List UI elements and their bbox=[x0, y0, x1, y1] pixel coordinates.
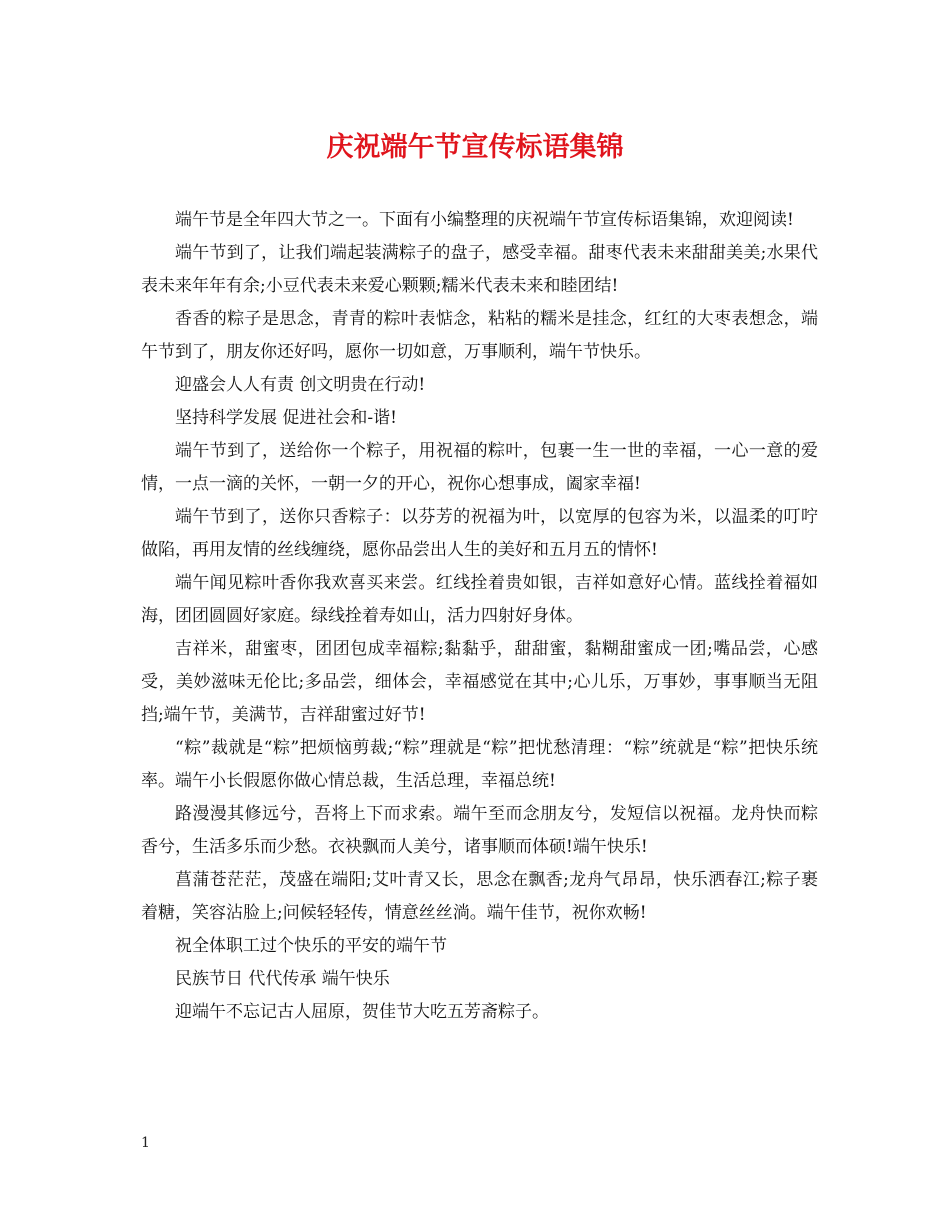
paragraph: 端午节到了，送你只香粽子：以芬芳的祝福为叶，以宽厚的包容为米，以温柔的叮咛做陷，再用友情的丝线缠绕，愿你品尝出人生的美好和五月五的情怀! bbox=[141, 507, 818, 560]
document-title: 庆祝端午节宣传标语集锦 bbox=[326, 132, 624, 163]
slogan-line: 迎盛会人人有责 创文明贵在行动! bbox=[175, 375, 426, 395]
paragraph: “粽”裁就是“粽”把烦恼剪裁;“粽”理就是“粽”把忧愁清理：“粽”统就是“粽”把快乐统率。端午小长假愿你做心情总裁，生活总理，幸福总统! bbox=[141, 738, 818, 791]
page-number: 1 bbox=[141, 1135, 150, 1151]
paragraph: 路漫漫其修远兮，吾将上下而求索。端午至而念朋友兮，发短信以祝福。龙舟快而粽香兮，生活多乐而少愁。衣袂飘而人美兮，诸事顺而体硕!端午快乐! bbox=[141, 804, 818, 857]
paragraph: 端午节到了，送给你一个粽子，用祝福的粽叶，包裹一生一世的幸福，一心一意的爱情，一点一滴的关怀，一朝一夕的开心，祝你心想事成，阖家幸福! bbox=[141, 441, 818, 494]
paragraph: 香香的粽子是思念，青青的粽叶表惦念，粘粘的糯米是挂念，红红的大枣表想念，端午节到了，朋友你还好吗，愿你一切如意，万事顺利，端午节快乐。 bbox=[141, 309, 818, 362]
slogan-line: 民族节日 代代传承 端午快乐 bbox=[175, 969, 390, 989]
paragraph: 端午节到了，让我们端起装满粽子的盘子，感受幸福。甜枣代表未来甜甜美美;水果代表未来年年有余;小豆代表未来爱心颗颗;糯米代表未来和睦团结! bbox=[141, 243, 818, 296]
document-body bbox=[141, 204, 818, 1029]
paragraph: 端午闻见粽叶香你我欢喜买来尝。红线拴着贵如银，吉祥如意好心情。蓝线拴着福如海，团团圆圆好家庭。绿线拴着寿如山，活力四射好身体。 bbox=[141, 573, 818, 626]
slogan-line: 迎端午不忘记古人屈原，贺佳节大吃五芳斋粽子。 bbox=[175, 1002, 549, 1022]
paragraph: 吉祥米，甜蜜枣，团团包成幸福粽;黏黏乎，甜甜蜜，黏糊甜蜜成一团;嘴品尝，心感受，美妙滋味无伦比;多品尝，细体会，幸福感觉在其中;心儿乐，万事妙，事事顺当无阻挡;端午节，美满节，吉祥甜蜜过好节! bbox=[141, 639, 818, 725]
slogan-line: 坚持科学发展 促进社会和-谐! bbox=[175, 408, 397, 428]
paragraph-intro: 端午节是全年四大节之一。下面有小编整理的庆祝端午节宣传标语集锦，欢迎阅读! bbox=[175, 210, 794, 230]
slogan-line: 祝全体职工过个快乐的平安的端午节 bbox=[175, 936, 447, 956]
paragraph: 菖蒲苍茫茫，茂盛在端阳;艾叶青又长，思念在飘香;龙舟气昂昂，快乐洒春江;粽子裹着糖，笑容沾脸上;问候轻轻传，情意丝丝淌。端午佳节，祝你欢畅! bbox=[141, 870, 818, 923]
